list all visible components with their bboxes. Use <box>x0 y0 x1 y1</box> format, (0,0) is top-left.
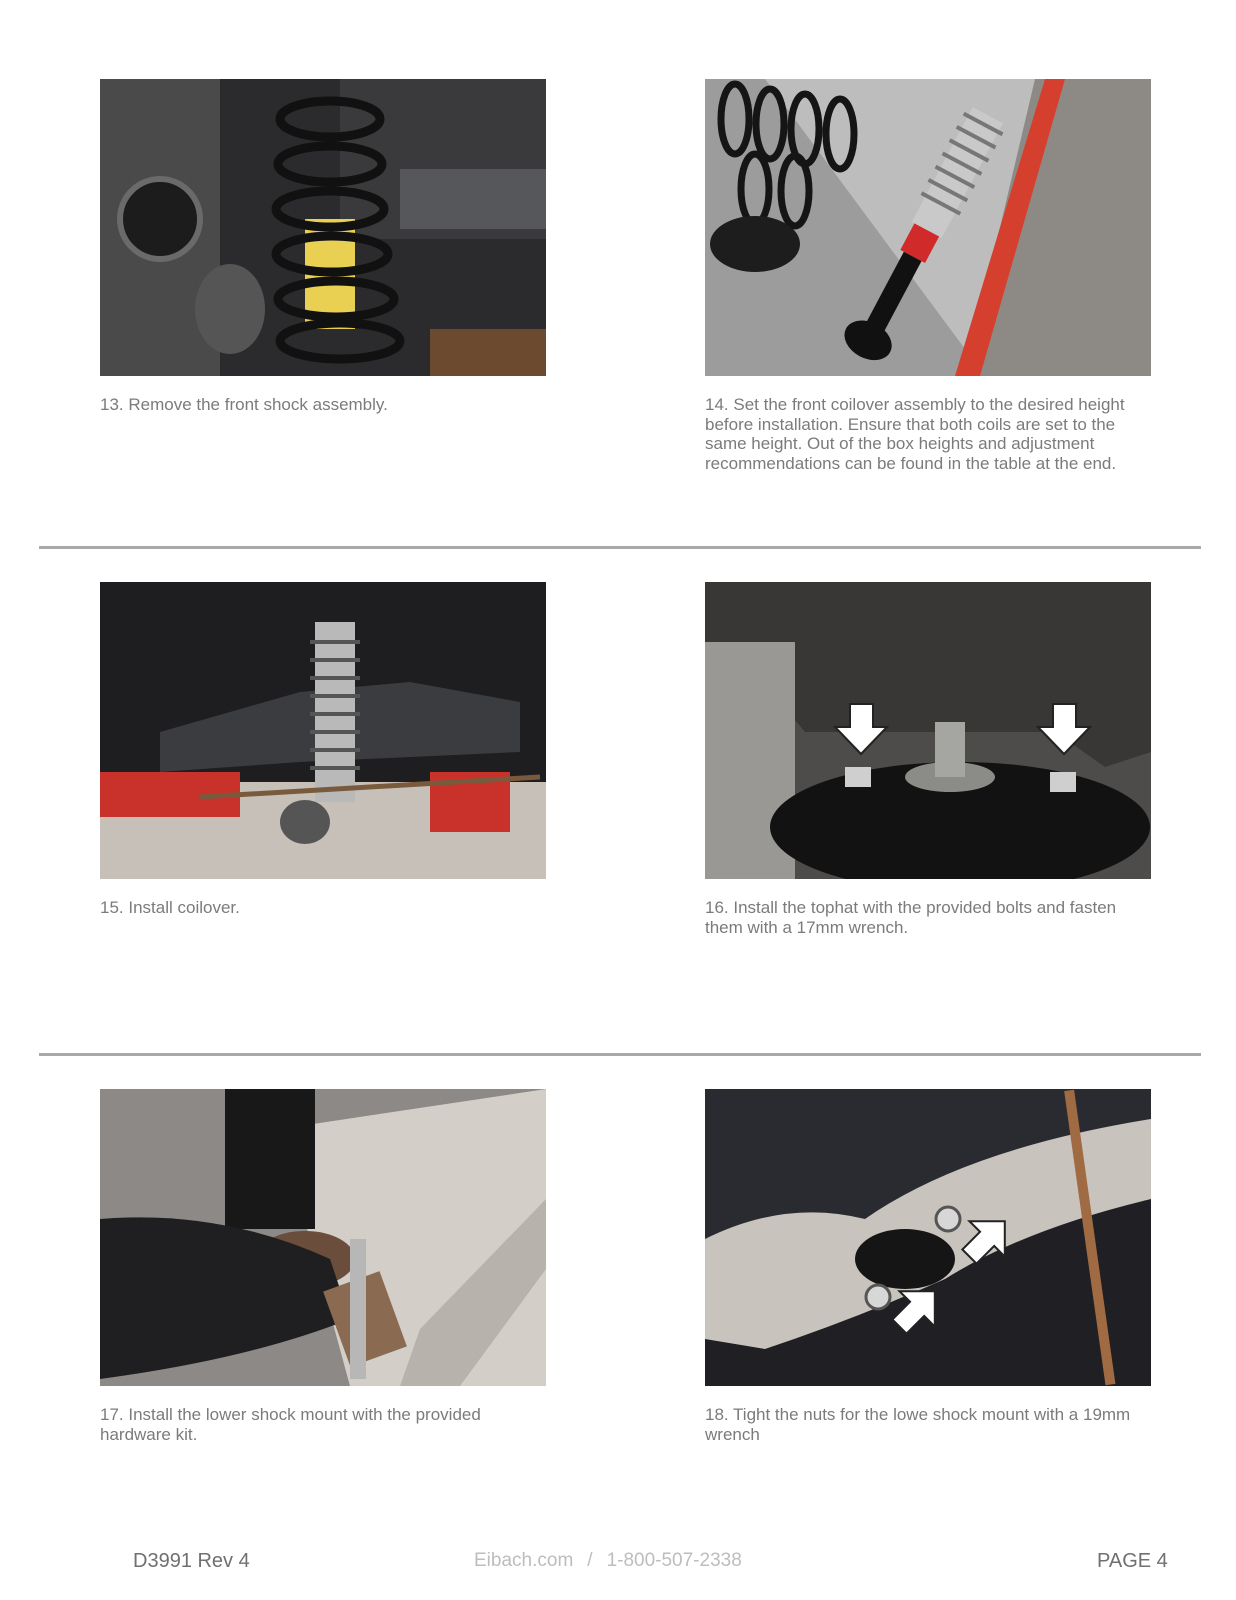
page-number: PAGE 4 <box>1097 1550 1168 1572</box>
section-divider <box>39 1053 1201 1056</box>
step-18-caption: 18. Tight the nuts for the lowe shock mount with a 19mm wrench <box>705 1405 1131 1444</box>
step-18-photo <box>705 1089 1151 1386</box>
step-15-caption: 15. Install coilover. <box>100 898 240 917</box>
step-15-photo <box>100 582 546 879</box>
step-13-photo <box>100 79 546 376</box>
step-16-photo <box>705 582 1151 879</box>
website-link[interactable]: Eibach.com <box>474 1550 574 1571</box>
footer-separator: / <box>587 1550 593 1571</box>
step-17-caption: 17. Install the lower shock mount with the provided hardware kit. <box>100 1405 481 1444</box>
step-13-caption: 13. Remove the front shock assembly. <box>100 395 388 414</box>
step-17-photo <box>100 1089 546 1386</box>
step-16-caption: 16. Install the tophat with the provided bolts and fasten them with a 17mm wrench. <box>705 898 1117 937</box>
step-14-photo <box>705 79 1151 376</box>
document-id: D3991 Rev 4 <box>133 1550 250 1572</box>
footer-contact <box>474 1550 742 1572</box>
section-divider <box>39 546 1201 549</box>
phone-number: 1-800-507-2338 <box>606 1550 742 1571</box>
step-14-caption: 14. Set the front coilover assembly to the desired height before installation. Ensure that both coils are set to the same height. Out of the box heights and adjustment recommendations can be found in the table at the end. <box>705 395 1125 473</box>
